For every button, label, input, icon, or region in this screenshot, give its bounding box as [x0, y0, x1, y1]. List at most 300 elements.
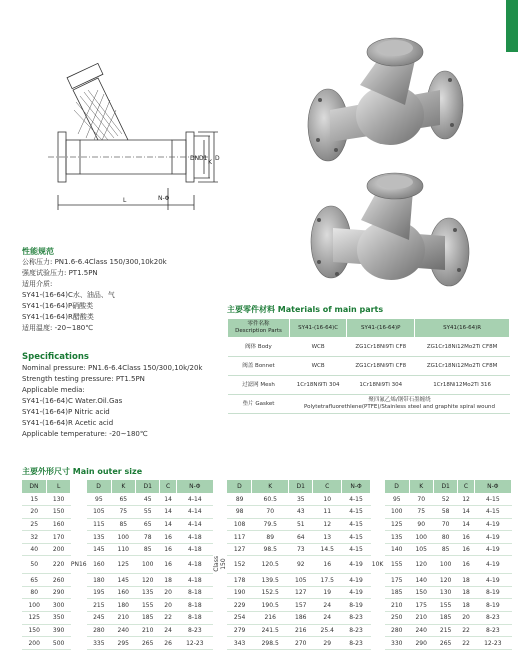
dim-cell: 155: [136, 599, 160, 612]
pressure-class-label: [213, 531, 227, 544]
dim-cell: 12: [458, 493, 474, 506]
dim-header-k: K: [111, 480, 135, 493]
dim-cell: 14: [160, 493, 176, 506]
dim-cell-l: 150: [46, 506, 70, 519]
pressure-class-label: [213, 574, 227, 587]
specifications-title: Specifications: [22, 352, 89, 362]
performance-title: 性能规范: [22, 247, 54, 256]
dim-cell: 14: [160, 518, 176, 531]
materials-cell: ZG1Cr18Ni9Ti CF8: [347, 357, 415, 376]
dim-cell-l: 170: [46, 531, 70, 544]
dim-cell: 295: [111, 637, 135, 650]
dimensions-table: [22, 480, 512, 650]
dim-cell: 135: [136, 586, 160, 599]
dim-cell: 4-19: [474, 518, 511, 531]
dim-cell: 120: [136, 574, 160, 587]
dim-cell-dn: 125: [22, 612, 46, 625]
dim-header-n-phi: N-Φ: [341, 480, 370, 493]
dim-cell: 35: [289, 493, 313, 506]
dim-cell: 4-18: [176, 543, 213, 556]
dim-header-k: K: [252, 480, 289, 493]
dim-cell: 22: [458, 624, 474, 637]
dim-cell: 280: [385, 624, 409, 637]
pressure-class-label: [371, 531, 385, 544]
dim-cell: 25.4: [313, 624, 342, 637]
pressure-class-label: [71, 556, 87, 574]
dim-cell: 60.5: [252, 493, 289, 506]
pressure-class-label: [371, 599, 385, 612]
dim-cell: 16: [458, 556, 474, 574]
dim-cell: 110: [111, 543, 135, 556]
dim-cell: 92: [289, 556, 313, 574]
dim-cell: 265: [433, 637, 457, 650]
dim-cell: 13: [313, 531, 342, 544]
dim-cell: 195: [87, 586, 111, 599]
dim-cell: 4-15: [341, 506, 370, 519]
dim-cell: 240: [409, 624, 433, 637]
table-row: [22, 493, 512, 506]
dim-cell: 98.5: [252, 543, 289, 556]
materials-gasket-zh: 聚四氟乙烯/钢带石墨缠绕: [368, 397, 431, 403]
materials-part: 阀盖 Bonnet: [228, 357, 290, 376]
dim-cell: 4-19: [474, 543, 511, 556]
y-strainer-technical-drawing: [18, 60, 228, 220]
pressure-class-label: [213, 543, 227, 556]
dim-cell: 265: [136, 637, 160, 650]
dim-cell-dn: 40: [22, 543, 46, 556]
dim-cell: 70: [409, 493, 433, 506]
dim-cell: 150: [409, 586, 433, 599]
dim-cell: 11: [313, 506, 342, 519]
dim-cell: 8-23: [341, 637, 370, 650]
dim-cell: 229: [227, 599, 251, 612]
dim-header-d1: D1: [289, 480, 313, 493]
materials-cell: WCB: [290, 338, 347, 357]
table-row: [22, 531, 512, 544]
dim-cell-l: 260: [46, 574, 70, 587]
dim-cell: 190: [227, 586, 251, 599]
dim-cell: 120: [409, 556, 433, 574]
page-tab-marker: [506, 0, 518, 52]
materials-gasket-cell: [290, 395, 510, 414]
dim-cell: 8-23: [474, 624, 511, 637]
dim-cell: 185: [433, 612, 457, 625]
dim-cell-dn: 50: [22, 556, 46, 574]
dim-cell: 100: [111, 531, 135, 544]
table-row: [22, 574, 512, 587]
dim-cell: 80: [433, 531, 457, 544]
dimensions-title: 主要外形尺寸 Main outer size: [22, 467, 143, 476]
diagram-label-k: K: [208, 159, 212, 166]
specifications-line: Applicable temperature: -20~180℃: [22, 430, 148, 438]
pressure-class-label: [213, 599, 227, 612]
dim-cell: 186: [289, 612, 313, 625]
dim-cell: 22: [160, 612, 176, 625]
dim-cell: 20: [160, 586, 176, 599]
dim-cell: 75: [409, 506, 433, 519]
dim-cell: 135: [87, 531, 111, 544]
y-strainer-photo-top: [300, 30, 470, 170]
performance-section: [22, 246, 167, 334]
dim-header-l: L: [46, 480, 70, 493]
dim-cell: 4-15: [474, 493, 511, 506]
dim-header-k: K: [409, 480, 433, 493]
dim-cell-dn: 15: [22, 493, 46, 506]
pressure-class-label: [213, 493, 227, 506]
dim-cell: 185: [385, 586, 409, 599]
dim-cell: 79.5: [252, 518, 289, 531]
dim-cell: 250: [385, 612, 409, 625]
materials-header-part: [228, 319, 290, 338]
performance-line: 公称压力: PN1.6-6.4Class 150/300,10k20k: [22, 258, 167, 266]
pressure-class-label: [213, 506, 227, 519]
pressure-class-label: [371, 543, 385, 556]
table-row: [228, 357, 510, 376]
dim-cell: 8-23: [341, 624, 370, 637]
materials-part: 过滤网 Mesh: [228, 376, 290, 395]
dim-cell: 290: [409, 637, 433, 650]
pressure-class-label: [213, 612, 227, 625]
pressure-class-label: [213, 586, 227, 599]
dim-cell: 14: [458, 518, 474, 531]
dim-cell: 215: [87, 599, 111, 612]
pressure-class-text: Class 150: [213, 555, 228, 572]
dim-cell: 8-19: [474, 586, 511, 599]
specifications-line: Applicable media:: [22, 386, 85, 394]
materials-cell: ZG1Cr18Ni9Ti CF8: [347, 338, 415, 357]
dim-cell: 210: [136, 624, 160, 637]
dim-cell: 210: [111, 612, 135, 625]
table-row: [228, 395, 510, 414]
dim-cell: 12-23: [474, 637, 511, 650]
dim-cell-dn: 20: [22, 506, 46, 519]
performance-line: 强度试验压力: PT1.5PN: [22, 269, 98, 277]
pressure-class-label: [371, 493, 385, 506]
pressure-class-label: [371, 586, 385, 599]
dim-cell: 4-14: [176, 493, 213, 506]
dim-cell: 95: [87, 493, 111, 506]
dim-cell: 127: [289, 586, 313, 599]
dim-cell: 279: [227, 624, 251, 637]
specifications-line: Nominal pressure: PN1.6-6.4Class 150/300,10k/20k: [22, 364, 203, 372]
performance-line: 适用温度: -20~180℃: [22, 324, 94, 332]
table-row: [22, 599, 512, 612]
dim-cell: 85: [111, 518, 135, 531]
dim-cell: 4-15: [341, 518, 370, 531]
dim-header-n-phi: N-Φ: [474, 480, 511, 493]
specifications-section: [22, 352, 202, 440]
dim-cell: 22: [458, 637, 474, 650]
pressure-class-label: [213, 518, 227, 531]
dim-cell-l: 200: [46, 543, 70, 556]
dim-cell: 18: [160, 574, 176, 587]
pressure-class-label: [371, 624, 385, 637]
diagram-label-n-phi: N-Φ: [158, 195, 170, 202]
dim-cell: 18: [458, 599, 474, 612]
dim-cell: 155: [433, 599, 457, 612]
dim-cell: 100: [136, 556, 160, 574]
dim-cell: 130: [433, 586, 457, 599]
dim-cell: 16: [160, 531, 176, 544]
dim-cell: 8-18: [176, 612, 213, 625]
dim-cell: 70: [433, 518, 457, 531]
performance-line: SY41-(16-64)C水、油品、气: [22, 291, 115, 299]
dim-cell: 140: [385, 543, 409, 556]
diagram-label-l: L: [123, 197, 127, 204]
dim-header-d: D: [87, 480, 111, 493]
dim-cell: 152.5: [252, 586, 289, 599]
dim-cell: 18: [458, 586, 474, 599]
dim-cell: 4-18: [176, 556, 213, 574]
dim-cell: 45: [136, 493, 160, 506]
dim-cell: 270: [289, 637, 313, 650]
dim-cell: 10: [313, 493, 342, 506]
dim-cell: 65: [136, 518, 160, 531]
pressure-class-label: [71, 637, 87, 650]
dim-cell: 24: [313, 612, 342, 625]
diagram-label-dn: DN: [190, 155, 200, 162]
dim-cell: 89: [227, 493, 251, 506]
dim-header-c: C: [160, 480, 176, 493]
specifications-line: Strength testing pressure: PT1.5PN: [22, 375, 145, 383]
dim-cell: 14: [458, 506, 474, 519]
dim-cell: 115: [87, 518, 111, 531]
dim-cell-dn: 150: [22, 624, 46, 637]
dim-cell: 8-18: [176, 586, 213, 599]
table-row: [22, 624, 512, 637]
dim-cell: 298.5: [252, 637, 289, 650]
dim-cell: 335: [87, 637, 111, 650]
materials-table: [227, 318, 510, 414]
pressure-class-label: [71, 506, 87, 519]
pressure-class-label: [213, 624, 227, 637]
dim-cell-dn: 80: [22, 586, 46, 599]
dim-cell: 216: [252, 612, 289, 625]
dim-cell: 58: [433, 506, 457, 519]
dim-cell: 180: [111, 599, 135, 612]
dim-cell: 108: [227, 518, 251, 531]
dim-cell: 100: [433, 556, 457, 574]
dim-cell: 175: [409, 599, 433, 612]
dim-cell: 4-19: [474, 531, 511, 544]
dim-cell-l: 390: [46, 624, 70, 637]
dim-header-dn: DN: [22, 480, 46, 493]
dim-cell: 210: [409, 612, 433, 625]
dim-cell: 16: [160, 556, 176, 574]
dim-cell: 330: [385, 637, 409, 650]
pressure-class-label: [71, 624, 87, 637]
dim-cell: 43: [289, 506, 313, 519]
dim-cell: 16: [160, 543, 176, 556]
specifications-line: SY41-(16-64)R Acetic acid: [22, 419, 114, 427]
dim-cell: 24: [313, 599, 342, 612]
pressure-class-label: [371, 574, 385, 587]
dim-cell: 85: [136, 543, 160, 556]
dim-cell: 4-19: [341, 586, 370, 599]
table-row: [22, 612, 512, 625]
dim-cell: 8-19: [341, 599, 370, 612]
materials-header-part-zh: 零件名称: [247, 321, 270, 327]
dim-cell: 4-15: [474, 506, 511, 519]
dim-cell: 105: [289, 574, 313, 587]
dim-cell-dn: 65: [22, 574, 46, 587]
dim-header-d: D: [227, 480, 251, 493]
table-row: [22, 506, 512, 519]
dim-cell-l: 220: [46, 556, 70, 574]
dim-cell: 210: [385, 599, 409, 612]
dim-cell: 125: [385, 518, 409, 531]
dim-cell: 8-23: [176, 624, 213, 637]
dim-cell: 24: [160, 624, 176, 637]
pressure-class-label: [71, 493, 87, 506]
dim-cell: 19: [313, 586, 342, 599]
dim-cell: 100: [385, 506, 409, 519]
dim-cell: 140: [409, 574, 433, 587]
table-row: [228, 376, 510, 395]
diagram-label-d1: D1: [199, 155, 208, 162]
dim-cell: 120: [433, 574, 457, 587]
dim-cell: 4-19: [474, 556, 511, 574]
table-row: [22, 637, 512, 650]
dim-cell: 8-19: [474, 599, 511, 612]
dim-header-c: C: [458, 480, 474, 493]
dim-cell: 20: [458, 612, 474, 625]
dim-cell: 8-23: [341, 612, 370, 625]
dim-cell: 105: [87, 506, 111, 519]
dim-cell: 70: [252, 506, 289, 519]
dim-cell-l: 500: [46, 637, 70, 650]
pressure-class-label: [213, 556, 227, 574]
dim-cell: 4-19: [341, 574, 370, 587]
dim-header-n-phi: N-Φ: [176, 480, 213, 493]
pressure-class-text: 10K: [371, 561, 384, 569]
dim-cell: 20: [160, 599, 176, 612]
dim-header-d1: D1: [136, 480, 160, 493]
pressure-class-label: [371, 612, 385, 625]
dim-cell: 145: [87, 543, 111, 556]
dim-cell: 4-19: [341, 556, 370, 574]
dim-cell: 55: [136, 506, 160, 519]
dim-header-d1: D1: [433, 480, 457, 493]
pressure-class-label: [371, 506, 385, 519]
dim-cell: 190.5: [252, 599, 289, 612]
dim-cell: 16: [458, 531, 474, 544]
specifications-line: SY41-(16-64)P Nitric acid: [22, 408, 110, 416]
dim-cell: 4-14: [176, 518, 213, 531]
performance-line: 适用介质:: [22, 280, 53, 288]
dim-cell-l: 160: [46, 518, 70, 531]
dim-cell: 85: [433, 543, 457, 556]
materials-cell: 1Cr18Ni9Ti 304: [347, 376, 415, 395]
dim-cell: 280: [87, 624, 111, 637]
performance-line: SY41-(16-64)P硝酸类: [22, 302, 94, 310]
pressure-class-label: [371, 556, 385, 574]
dim-cell: 18: [458, 574, 474, 587]
dim-cell: 180: [87, 574, 111, 587]
dim-cell: 152: [227, 556, 251, 574]
dim-cell: 26: [160, 637, 176, 650]
pressure-class-label: [71, 612, 87, 625]
materials-header-p: SY41-(16-64)P: [347, 319, 415, 338]
pressure-class-label: [213, 637, 227, 650]
dim-cell: 65: [111, 493, 135, 506]
dim-cell: 14.5: [313, 543, 342, 556]
dim-cell: 4-18: [176, 531, 213, 544]
dim-cell-l: 350: [46, 612, 70, 625]
materials-cell: ZG1Cr18Ni12Mo2Ti CF8M: [415, 338, 510, 357]
dim-cell: 160: [111, 586, 135, 599]
dim-cell: 12: [313, 518, 342, 531]
pressure-class-label: [71, 586, 87, 599]
dim-cell: 178: [227, 574, 251, 587]
dim-cell: 17.5: [313, 574, 342, 587]
dim-cell-dn: 32: [22, 531, 46, 544]
dim-cell: 175: [385, 574, 409, 587]
pressure-class-label: [71, 599, 87, 612]
dim-cell-dn: 25: [22, 518, 46, 531]
dim-cell: 117: [227, 531, 251, 544]
dim-cell-l: 300: [46, 599, 70, 612]
materials-cell: WCB: [290, 357, 347, 376]
dim-cell: 120.5: [252, 556, 289, 574]
dim-cell: 78: [136, 531, 160, 544]
dim-cell: 139.5: [252, 574, 289, 587]
dim-cell: 215: [433, 624, 457, 637]
performance-line: SY41-(16-64)R醋酸类: [22, 313, 94, 321]
pressure-class-label: [371, 637, 385, 650]
dim-cell-dn: 100: [22, 599, 46, 612]
materials-title: 主要零件材料 Materials of main parts: [227, 305, 384, 314]
materials-header-c: SY41-(16-64)C: [290, 319, 347, 338]
dim-cell: 29: [313, 637, 342, 650]
pressure-class-label: [71, 574, 87, 587]
dim-cell: 240: [111, 624, 135, 637]
dim-cell: 245: [87, 612, 111, 625]
dim-cell: 241.5: [252, 624, 289, 637]
dim-cell: 185: [136, 612, 160, 625]
dim-cell: 105: [409, 543, 433, 556]
diagram-label-d: D: [215, 155, 220, 162]
y-strainer-photo-bottom: [305, 170, 473, 300]
dim-header-c: C: [313, 480, 342, 493]
dim-cell: 4-15: [341, 543, 370, 556]
specifications-line: SY41-(16-64)C Water.Oil.Gas: [22, 397, 123, 405]
dim-cell: 14: [160, 506, 176, 519]
dim-cell: 4-18: [176, 574, 213, 587]
pressure-class-label: [71, 543, 87, 556]
dim-cell-l: 290: [46, 586, 70, 599]
materials-cell: 1Cr18Ni12Mo2Ti 316: [415, 376, 510, 395]
dim-cell: 16: [458, 543, 474, 556]
dim-cell: 98: [227, 506, 251, 519]
dim-cell: 4-15: [341, 493, 370, 506]
dim-cell: 254: [227, 612, 251, 625]
dim-cell: 8-18: [176, 599, 213, 612]
table-row: [22, 518, 512, 531]
materials-part: 阀体 Body: [228, 338, 290, 357]
dim-cell: 90: [409, 518, 433, 531]
dim-cell: 145: [111, 574, 135, 587]
dim-cell: 8-23: [474, 612, 511, 625]
materials-cell: 1Cr18Ni9Ti 304: [290, 376, 347, 395]
dim-cell-l: 130: [46, 493, 70, 506]
dim-cell: 75: [111, 506, 135, 519]
table-row: [228, 338, 510, 357]
dim-cell: 100: [409, 531, 433, 544]
dim-cell: 343: [227, 637, 251, 650]
dim-cell: 155: [385, 556, 409, 574]
table-row: [22, 586, 512, 599]
